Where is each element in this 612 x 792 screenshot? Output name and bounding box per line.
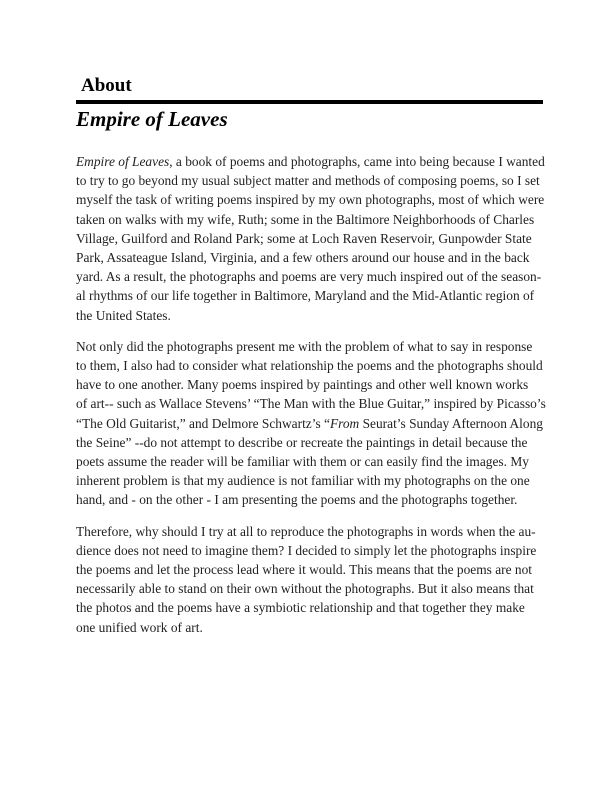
- paragraph: [76, 522, 546, 637]
- text-line: [76, 579, 546, 598]
- text-run: hand, and - on the other - I am presenting the poems and the photographs together.: [76, 492, 518, 508]
- text-line: [76, 375, 546, 394]
- text-line: [76, 171, 546, 190]
- paragraph: [76, 152, 546, 325]
- text-line: [76, 286, 546, 305]
- section-label: About: [81, 75, 132, 96]
- text-line: [76, 541, 546, 560]
- section-divider: [76, 100, 543, 104]
- text-run: Therefore, why should I try at all to reproduce the photographs in words when the au-: [76, 523, 536, 539]
- text-run: inherent problem is that my audience is not familiar with my photographs on the one: [76, 473, 530, 489]
- text-line: [76, 394, 546, 413]
- text-line: [76, 522, 546, 541]
- text-run: “The Old Guitarist,” and Delmore Schwartz’s “: [76, 415, 330, 431]
- body-text: [76, 152, 546, 649]
- text-run: Park, Assateague Island, Virginia, and a few others around our house and in the back: [76, 250, 530, 266]
- text-run: taken on walks with my wife, Ruth; some in the Baltimore Neighborhoods of Charles: [76, 211, 535, 227]
- text-line: [76, 598, 546, 617]
- text-run: Village, Guilford and Roland Park; some at Loch Raven Reservoir, Gunpowder State: [76, 230, 532, 246]
- text-run: to them, I also had to consider what relationship the poems and the photographs should: [76, 358, 543, 374]
- text-run: , a book of poems and photographs, came into being because I wanted: [169, 154, 545, 169]
- text-line: [76, 414, 546, 433]
- text-line: [76, 306, 546, 325]
- text-run: the United States.: [76, 307, 171, 323]
- text-line: [76, 267, 546, 286]
- text-line: [76, 210, 546, 229]
- italic-text: Empire of Leaves: [76, 154, 170, 169]
- text-run: Seurat’s Sunday Afternoon Along: [359, 415, 543, 431]
- text-line: [76, 560, 546, 579]
- text-line: [76, 248, 546, 267]
- text-run: the Seine” --do not attempt to describe or recreate the paintings in detail because the: [76, 434, 528, 450]
- text-run: dience does not need to imagine them? I decided to simply let the photographs inspire: [76, 542, 537, 558]
- italic-text: From: [329, 415, 360, 431]
- text-run: poets assume the reader will be familiar with them or can easily find the images. My: [76, 454, 529, 470]
- text-line: [76, 356, 546, 375]
- text-run: al rhythms of our life together in Baltimore, Maryland and the Mid-Atlantic region of: [76, 288, 535, 304]
- text-run: of art-- such as Wallace Stevens’ “The Man with the Blue Guitar,” inspired by Picasso’s: [76, 396, 546, 412]
- text-run: myself the task of writing poems inspired by my own photographs, most of which were: [76, 192, 545, 208]
- text-line: [76, 471, 546, 490]
- text-run: yard. As a result, the photographs and poems are very much inspired out of the season-: [76, 269, 542, 285]
- text-run: the poems and let the process lead where it would. This means that the poems are not: [76, 562, 533, 578]
- text-run: to try to go beyond my usual subject matter and methods of composing poems, so I set: [76, 173, 540, 189]
- text-line: [76, 337, 546, 356]
- text-line: [76, 152, 546, 171]
- text-run: necessarily able to stand on their own without the photographs. But it also means that: [76, 581, 534, 597]
- text-line: [76, 490, 546, 509]
- text-line: [76, 433, 546, 452]
- page-title: Empire of Leaves: [76, 107, 228, 131]
- text-run: one unified work of art.: [76, 619, 203, 635]
- text-run: the photos and the poems have a symbiotic relationship and that together they make: [76, 600, 525, 616]
- paragraph: [76, 337, 546, 510]
- text-line: [76, 618, 546, 637]
- text-run: have to one another. Many poems inspired by paintings and other well known works: [76, 377, 529, 393]
- text-line: [76, 229, 546, 248]
- text-run: Not only did the photographs present me with the problem of what to say in response: [76, 338, 533, 354]
- text-line: [76, 190, 546, 209]
- text-line: [76, 452, 546, 471]
